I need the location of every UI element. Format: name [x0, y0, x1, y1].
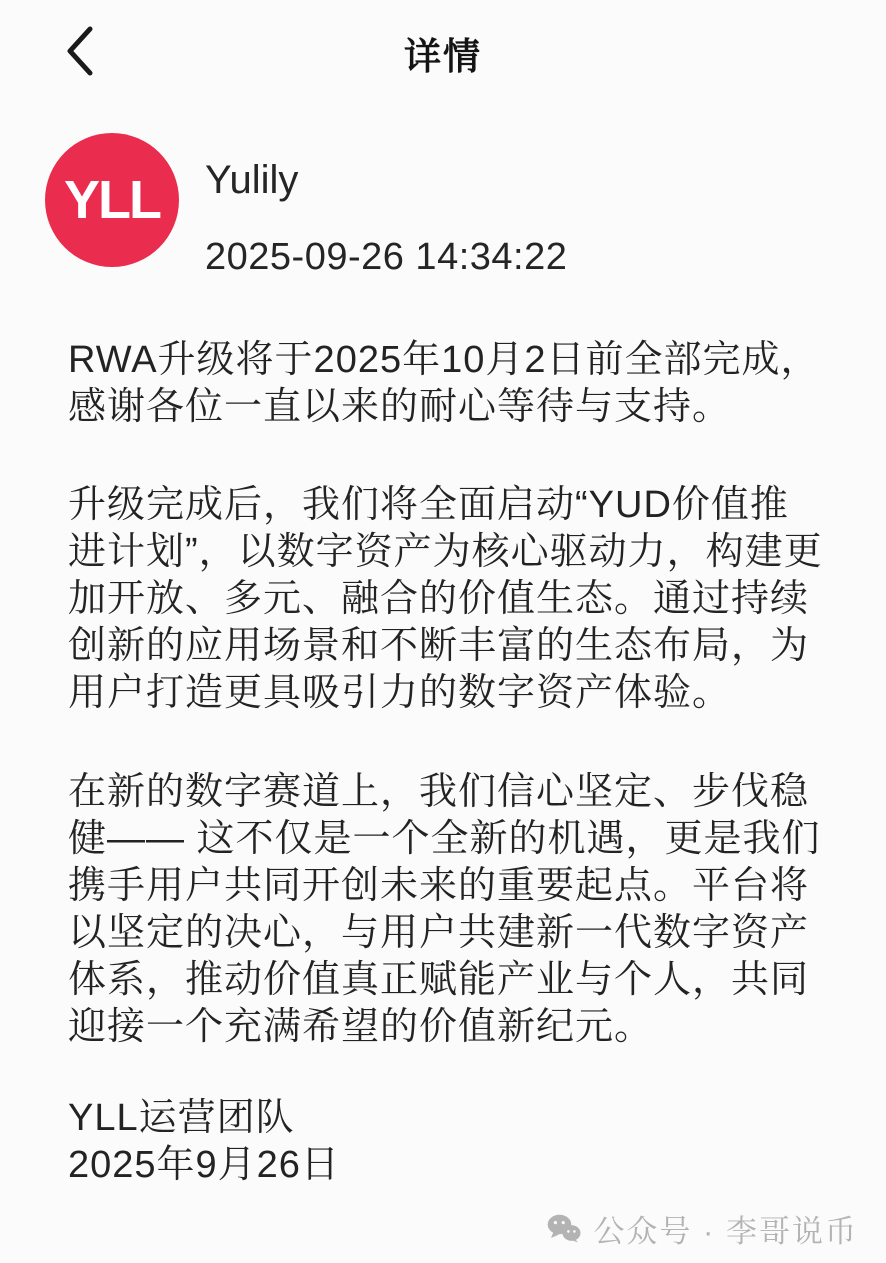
signature	[68, 1095, 824, 1189]
avatar	[45, 133, 179, 267]
page-title: 详情	[404, 36, 482, 77]
signature-date: 2025年9月26日	[68, 1144, 340, 1186]
watermark-text: 公众号 · 李哥说币	[593, 1214, 858, 1249]
signature-team: YLL运营团队	[68, 1097, 295, 1139]
paragraph-2: 升级完成后，我们将全面启动“YUD价值推进计划”，以数字资产为核心驱动力，构建更加开放、多元、融合的价值生态。通过持续创新的应用场景和不断丰富的生态布局，为用户打造更具吸引力的数字资产体验。	[68, 484, 823, 714]
paragraph-3: 在新的数字赛道上，我们信心坚定、步伐稳健—— 这不仅是一个全新的机遇，更是我们携手用户共同开创未来的重要起点。平台将以坚定的决心，与用户共建新一代数字资产体系，推动价值真正赋能产业与个人，共同迎接一个充满希望的价值新纪元。	[68, 771, 821, 1048]
header	[0, 0, 886, 100]
wechat-icon	[547, 1214, 581, 1243]
post-body	[68, 337, 824, 1189]
watermark	[547, 1206, 858, 1251]
avatar-text: YLL	[64, 170, 160, 230]
paragraph-1: RWA升级将于2025年10月2日前全部完成，感谢各位一直以来的耐心等待与支持。	[68, 339, 820, 428]
post-timestamp: 2025-09-26 14:34:22	[205, 236, 568, 278]
author-name: Yulily	[205, 158, 299, 202]
